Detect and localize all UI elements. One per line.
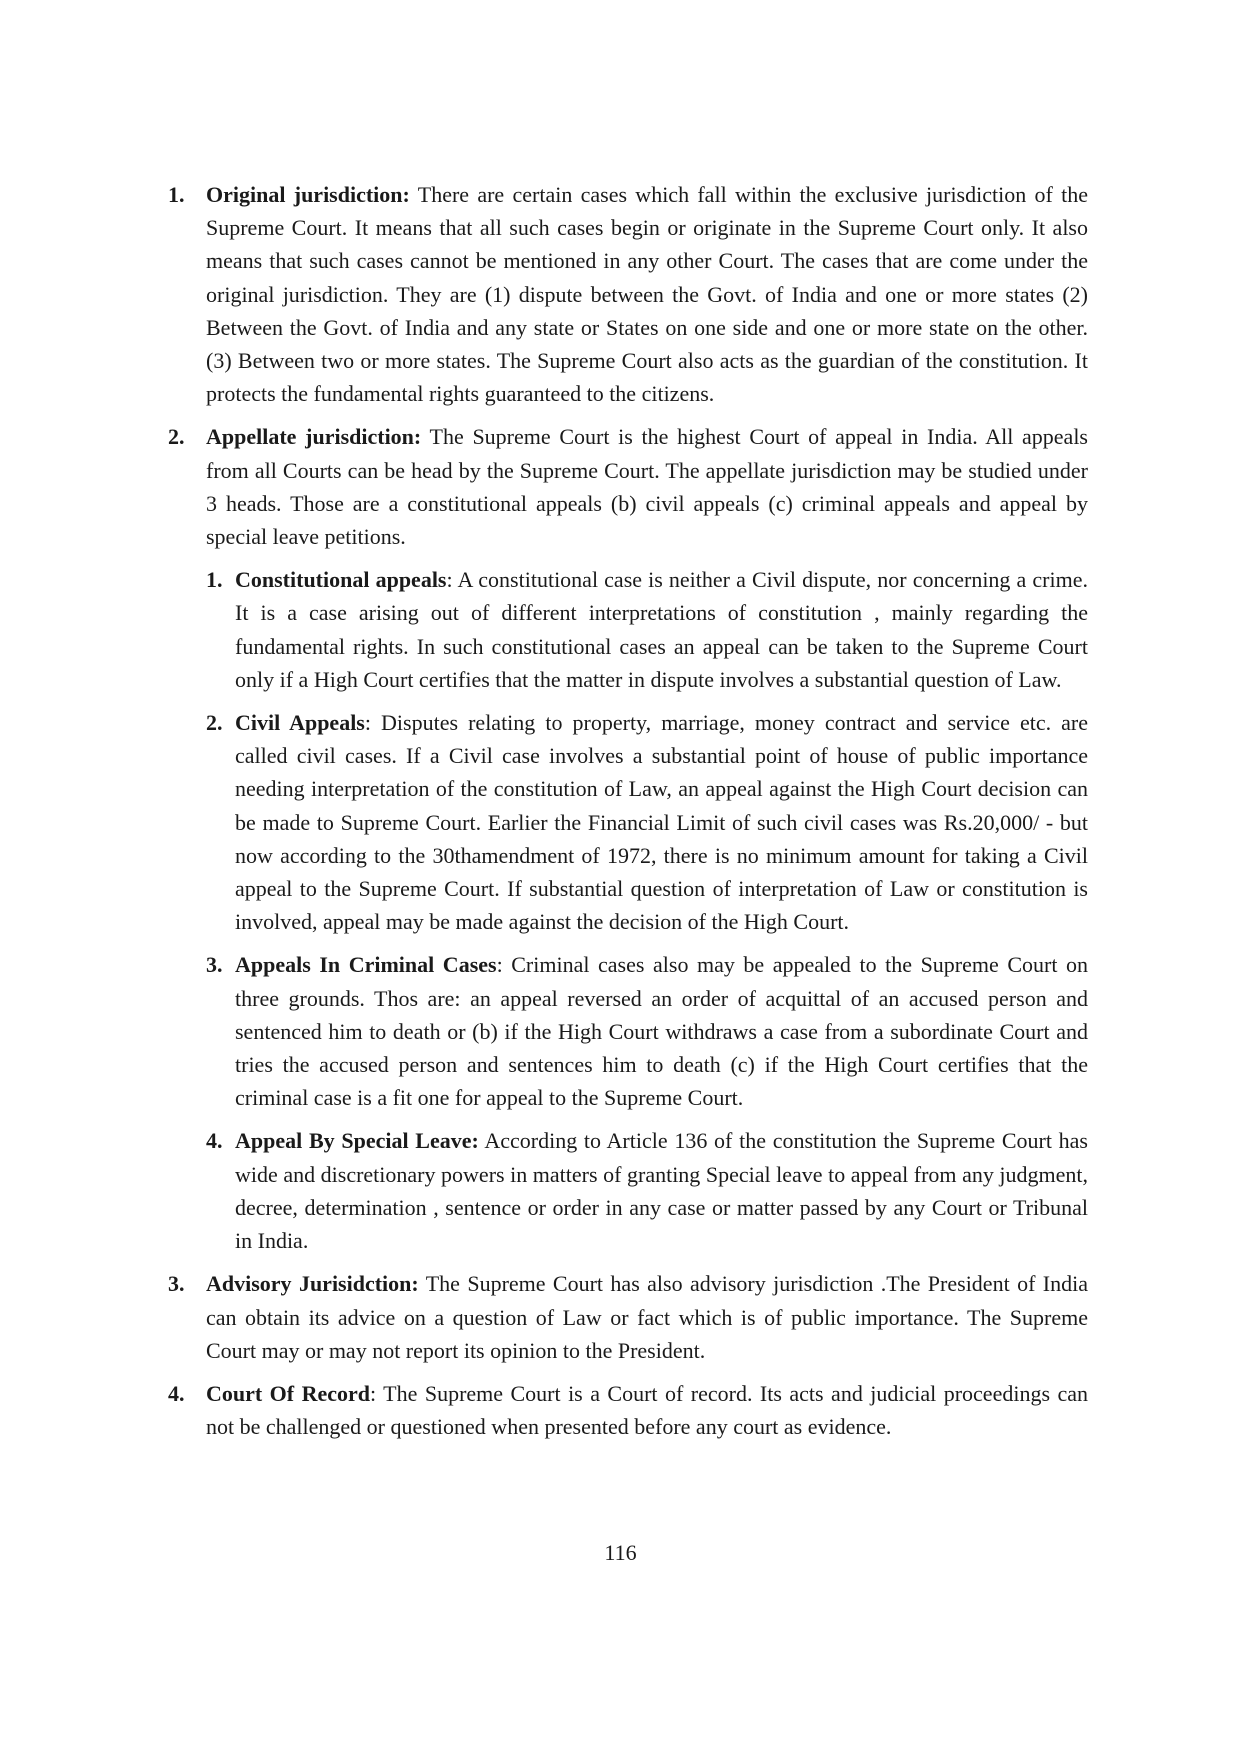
item-number: 3. [168, 1271, 185, 1297]
subitem-number: 2. [206, 710, 223, 736]
item-number: 1. [168, 182, 185, 207]
list-item-advisory-jurisdiction [168, 1267, 1088, 1367]
subitem-heading: Appeals In Criminal Cases [235, 952, 497, 978]
list-item-appellate-jurisdiction [168, 420, 1088, 1257]
page-number: 116 [604, 1540, 637, 1565]
subitem-number: 3. [206, 952, 223, 978]
item-text: The Supreme Court is the highest Court of appeal in India. All appeals from all Courts can be head by the Supreme Court. The appellate jurisdiction may be studied under 3 heads. Those are a constitutional appeals (b) civil appeals (c) criminal appeals and appeal by special leave petitions. [206, 424, 1088, 550]
appellate-sublist [206, 563, 1088, 1257]
item-text: There are certain cases which fall within the exclusive jurisdiction of the Supreme Court. It means that all such cases begin or originate in the Supreme Court only. It also means that such cases cannot be mentioned in any other Court. The cases that are come under the original jurisdiction. They are (1) dispute between the Govt. of India and one or more states (2) Between the Govt. of India and any state or States on one side and one or more state on the other. (3) Between two or more states. The Supreme Court also acts as the guardian of the constitution. It protects the fundamental rights guaranteed to the citizens. [206, 182, 1088, 407]
subitem-number: 4. [206, 1128, 223, 1154]
list-item-original-jurisdiction [168, 178, 1088, 410]
item-heading: Advisory Jurisidction: [206, 1271, 419, 1297]
subitem-text: : Disputes relating to property, marriage, money contract and service etc. are called civil cases. If a Civil case involves a substantial point of house of public importance needing interpretation of the constitution of Law, an appeal against the High Court decision can be made to Supreme Court. Earlier the Financial Limit of such civil cases was Rs.20,000/ - but now according to the 30thamendment of 1972, there is no minimum amount for taking a Civil appeal to the Supreme Court. If substantial question of interpretation of Law or constitution is involved, appeal may be made against the decision of the High Court. [235, 710, 1088, 935]
item-heading: Appellate jurisdiction: [206, 424, 422, 450]
sublist-item-constitutional-appeals [206, 563, 1088, 696]
subitem-text: : A constitutional case is neither a Civil dispute, nor concerning a crime. It is a case arising out of different interpretations of constitution , mainly regarding the fundamental rights. In such constitutional cases an appeal can be taken to the Supreme Court only if a High Court certifies that the matter in dispute involves a substantial question of Law. [235, 567, 1088, 692]
item-heading: Original jurisdiction: [206, 182, 410, 207]
subitem-heading: Civil Appeals [235, 710, 365, 736]
subitem-heading: Constitutional appeals [235, 567, 447, 593]
item-text: : The Supreme Court is a Court of record. Its acts and judicial proceedings can not be challenged or questioned when presented before any court as evidence. [206, 1380, 1089, 1440]
subitem-number: 1. [206, 567, 223, 593]
sublist-item-special-leave [206, 1124, 1088, 1257]
item-text: The Supreme Court has also advisory jurisdiction .The President of India can obtain its advice on a question of Law or fact which is of public importance. The Supreme Court may or may not report its opinion to the President. [206, 1271, 1088, 1363]
subitem-text: : Criminal cases also may be appealed to the Supreme Court on three grounds. Thos are: an appeal reversed an order of acquittal of an accused person and sentenced him to death or (b) if the High Court withdraws a case from a subordinate Court and tries the accused person and sentences him to death (c) if the High Court certifies that the criminal case is a fit one for appeal to the Supreme Court. [235, 952, 1088, 1111]
subitem-text: According to Article 136 of the constitution the Supreme Court has wide and discretionary powers in matters of granting Special leave to appeal from any judgment, decree, determination , sentence or order in any case or matter passed by any Court or Tribunal in India. [235, 1128, 1088, 1254]
item-number: 2. [168, 424, 185, 450]
subitem-heading: Appeal By Special Leave: [235, 1128, 479, 1154]
item-number: 4. [168, 1380, 185, 1406]
jurisdiction-list [168, 178, 1088, 1453]
item-heading: Court Of Record [206, 1380, 370, 1406]
list-item-court-of-record [168, 1377, 1088, 1443]
sublist-item-criminal-appeals [206, 948, 1088, 1114]
sublist-item-civil-appeals [206, 706, 1088, 938]
